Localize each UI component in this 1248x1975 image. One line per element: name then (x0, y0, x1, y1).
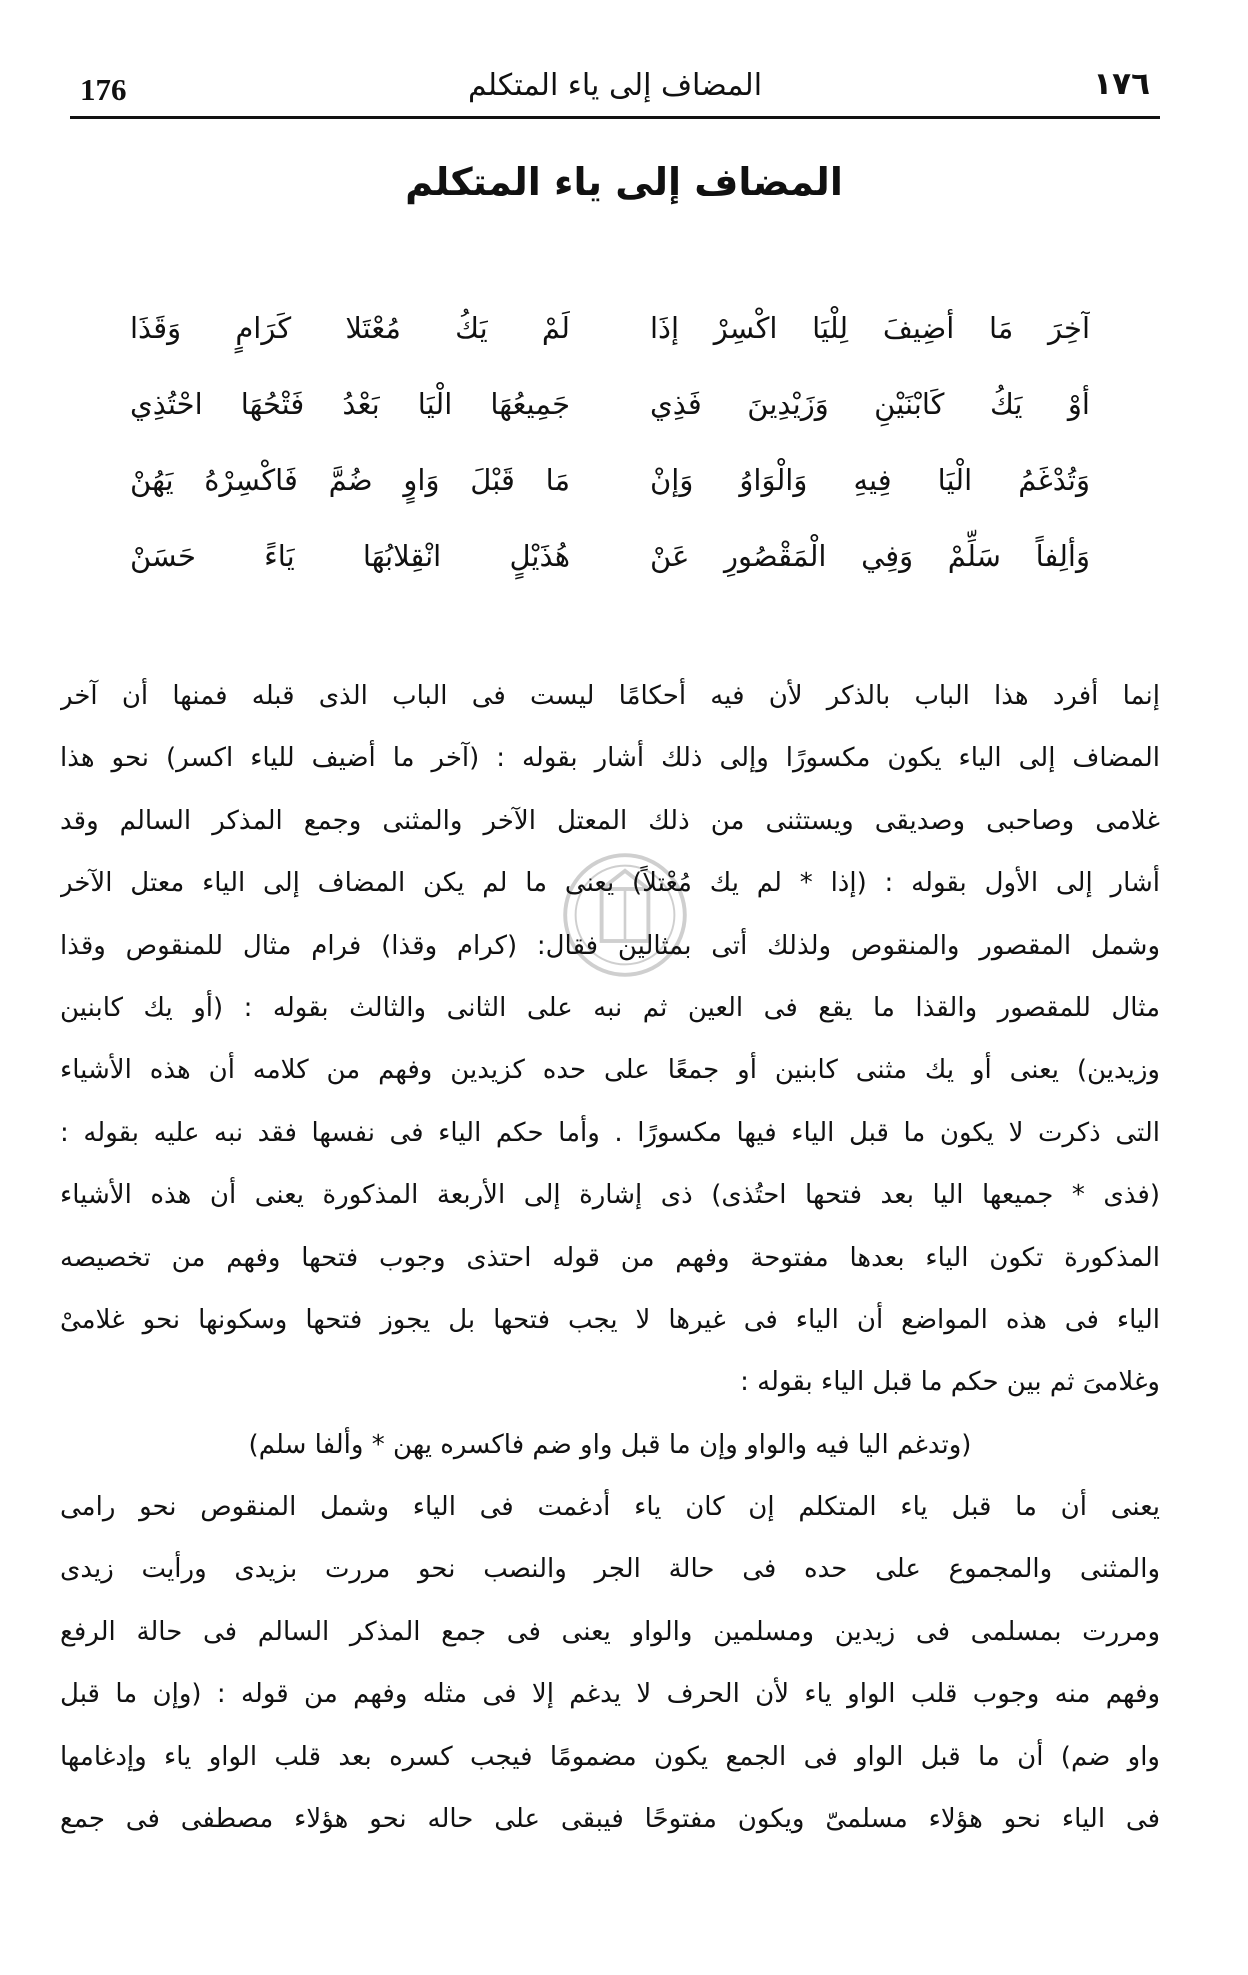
text-line: المذكورة تكون الياء بعدها مفتوحة وفهم من قوله احتذى وجوب فتحها وفهم من تخصيصه (60, 1242, 1160, 1273)
text-line: وغلامىَ ثم بين حكم ما قبل الياء بقوله : (740, 1367, 1160, 1398)
verse-second-hemistich: جَمِيعُهَا الْيَا بَعْدُ فَتْحُهَا احْتُذِي (130, 387, 570, 421)
poem-verse (130, 442, 1090, 518)
text-line: وفهم منه وجوب قلب الواو ياء لأن الحرف لا يدغم إلا فى مثله وفهم من قوله : (وإن ما قبل (60, 1679, 1160, 1710)
text-line: فى الياء نحو هؤلاء مسلمىّ ويكون مفتوحًا فيبقى على حاله نحو هؤلاء مصطفى فى جمع (60, 1804, 1160, 1835)
text-line: وشمل المقصور والمنقوص ولذلك أتى بمثالين فقال: (كرام وقذا) فرام مثال للمنقوص وقذا (60, 930, 1160, 961)
text-line: غلامى وصاحبى وصديقى ويستثنى من ذلك المعتل الآخر والمثنى وجمع المذكر السالم وقد (60, 805, 1160, 836)
text-line: المضاف إلى الياء يكون مكسورًا وإلى ذلك أشار بقوله : (آخر ما أضيف للياء اكسر) نحو هذا (60, 743, 1160, 774)
verse-first-hemistich: وَألِفاً سَلِّمْ وَفِي الْمَقْصُورِ عَنْ (650, 539, 1090, 573)
text-line: التى ذكرت لا يكون ما قبل الياء فيها مكسورًا . وأما حكم الياء فى نفسها فقد نبه عليه بقوله : (60, 1117, 1160, 1148)
poem-verse (130, 290, 1090, 366)
poem-verse (130, 518, 1090, 594)
poem-block (130, 290, 1090, 594)
text-line: واو ضم) أن ما قبل الواو فى الجمع يكون مضمومًا فيجب كسره بعد قلب الواو ياء وإدغامها (60, 1741, 1160, 1772)
text-line: الياء فى هذه المواضع أن الياء فى غيرها لا يجب فتحها بل يجوز فتحها وسكونها نحو غلامىْ (60, 1304, 1160, 1335)
text-line: ومررت بمسلمى فى زيدين ومسلمين والواو يعنى فى جمع المذكر السالم فى حالة الرفع (60, 1616, 1160, 1647)
verse-first-hemistich: آخِرَ مَا أضِيفَ لِلْيَا اكْسِرْ إذَا (650, 311, 1090, 345)
chapter-title: المضاف إلى ياء المتكلم (405, 160, 843, 204)
commentary-text (60, 665, 1160, 1850)
verse-second-hemistich: هُذَيْلٍ انْقِلابُهَا يَاءً حَسَنْ (130, 539, 570, 573)
verse-first-hemistich: وَتُدْغَمُ الْيَا فِيهِ وَالْوَاوُ وَإنْ (650, 463, 1090, 497)
text-line: أشار إلى الأول بقوله : (إذا * لم يك مُعْتلاً) يعنى ما لم يكن المضاف إلى الياء معتل الآخر (60, 868, 1160, 899)
running-title: المضاف إلى ياء المتكلم (467, 68, 763, 103)
text-line: (فذى * جميعها اليا بعد فتحها احتُذى) ذى إشارة إلى الأربعة المذكورة يعنى أن هذه الأشياء (60, 1180, 1160, 1211)
text-line: والمثنى والمجموع على حده فى حالة الجر والنصب نحو مررت بزيدى ورأيت زيدى (60, 1554, 1160, 1585)
text-line: يعنى أن ما قبل ياء المتكلم إن كان ياء أدغمت فى الياء وشمل المنقوص نحو رامى (60, 1492, 1160, 1523)
page-number-arabic: ١٧٦ (1093, 66, 1150, 102)
verse-first-hemistich: أوْ يَكُ كَابْنَيْنِ وَزَيْدِينَ فَذِي (650, 387, 1090, 421)
verse-second-hemistich: لَمْ يَكُ مُعْتَلا كَرَامٍ وَقَذَا (130, 311, 570, 345)
verse-second-hemistich: مَا قَبْلَ وَاوٍ ضُمَّ فَاكْسِرْهُ يَهُنْ (130, 463, 570, 497)
text-line: إنما أفرد هذا الباب بالذكر لأن فيه أحكامًا ليست فى الباب الذى قبله فمنها أن آخر (60, 681, 1160, 711)
quoted-verse-line: (وتدغم اليا فيه والواو وإن ما قبل واو ضم فاكسره يهن * وألفا سلم) (248, 1429, 972, 1460)
text-line: مثال للمقصور والقذا ما يقع فى العين ثم نبه على الثانى والثالث بقوله : (أو يك كابنين (60, 992, 1160, 1023)
poem-verse (130, 366, 1090, 442)
page-number-latin: 176 (80, 72, 127, 107)
page-header (70, 62, 1160, 119)
text-line: وزيدين) يعنى أو يك مثنى كابنين أو جمعًا على حده كزيدين وفهم من كلامه أن هذه الأشياء (60, 1055, 1160, 1086)
